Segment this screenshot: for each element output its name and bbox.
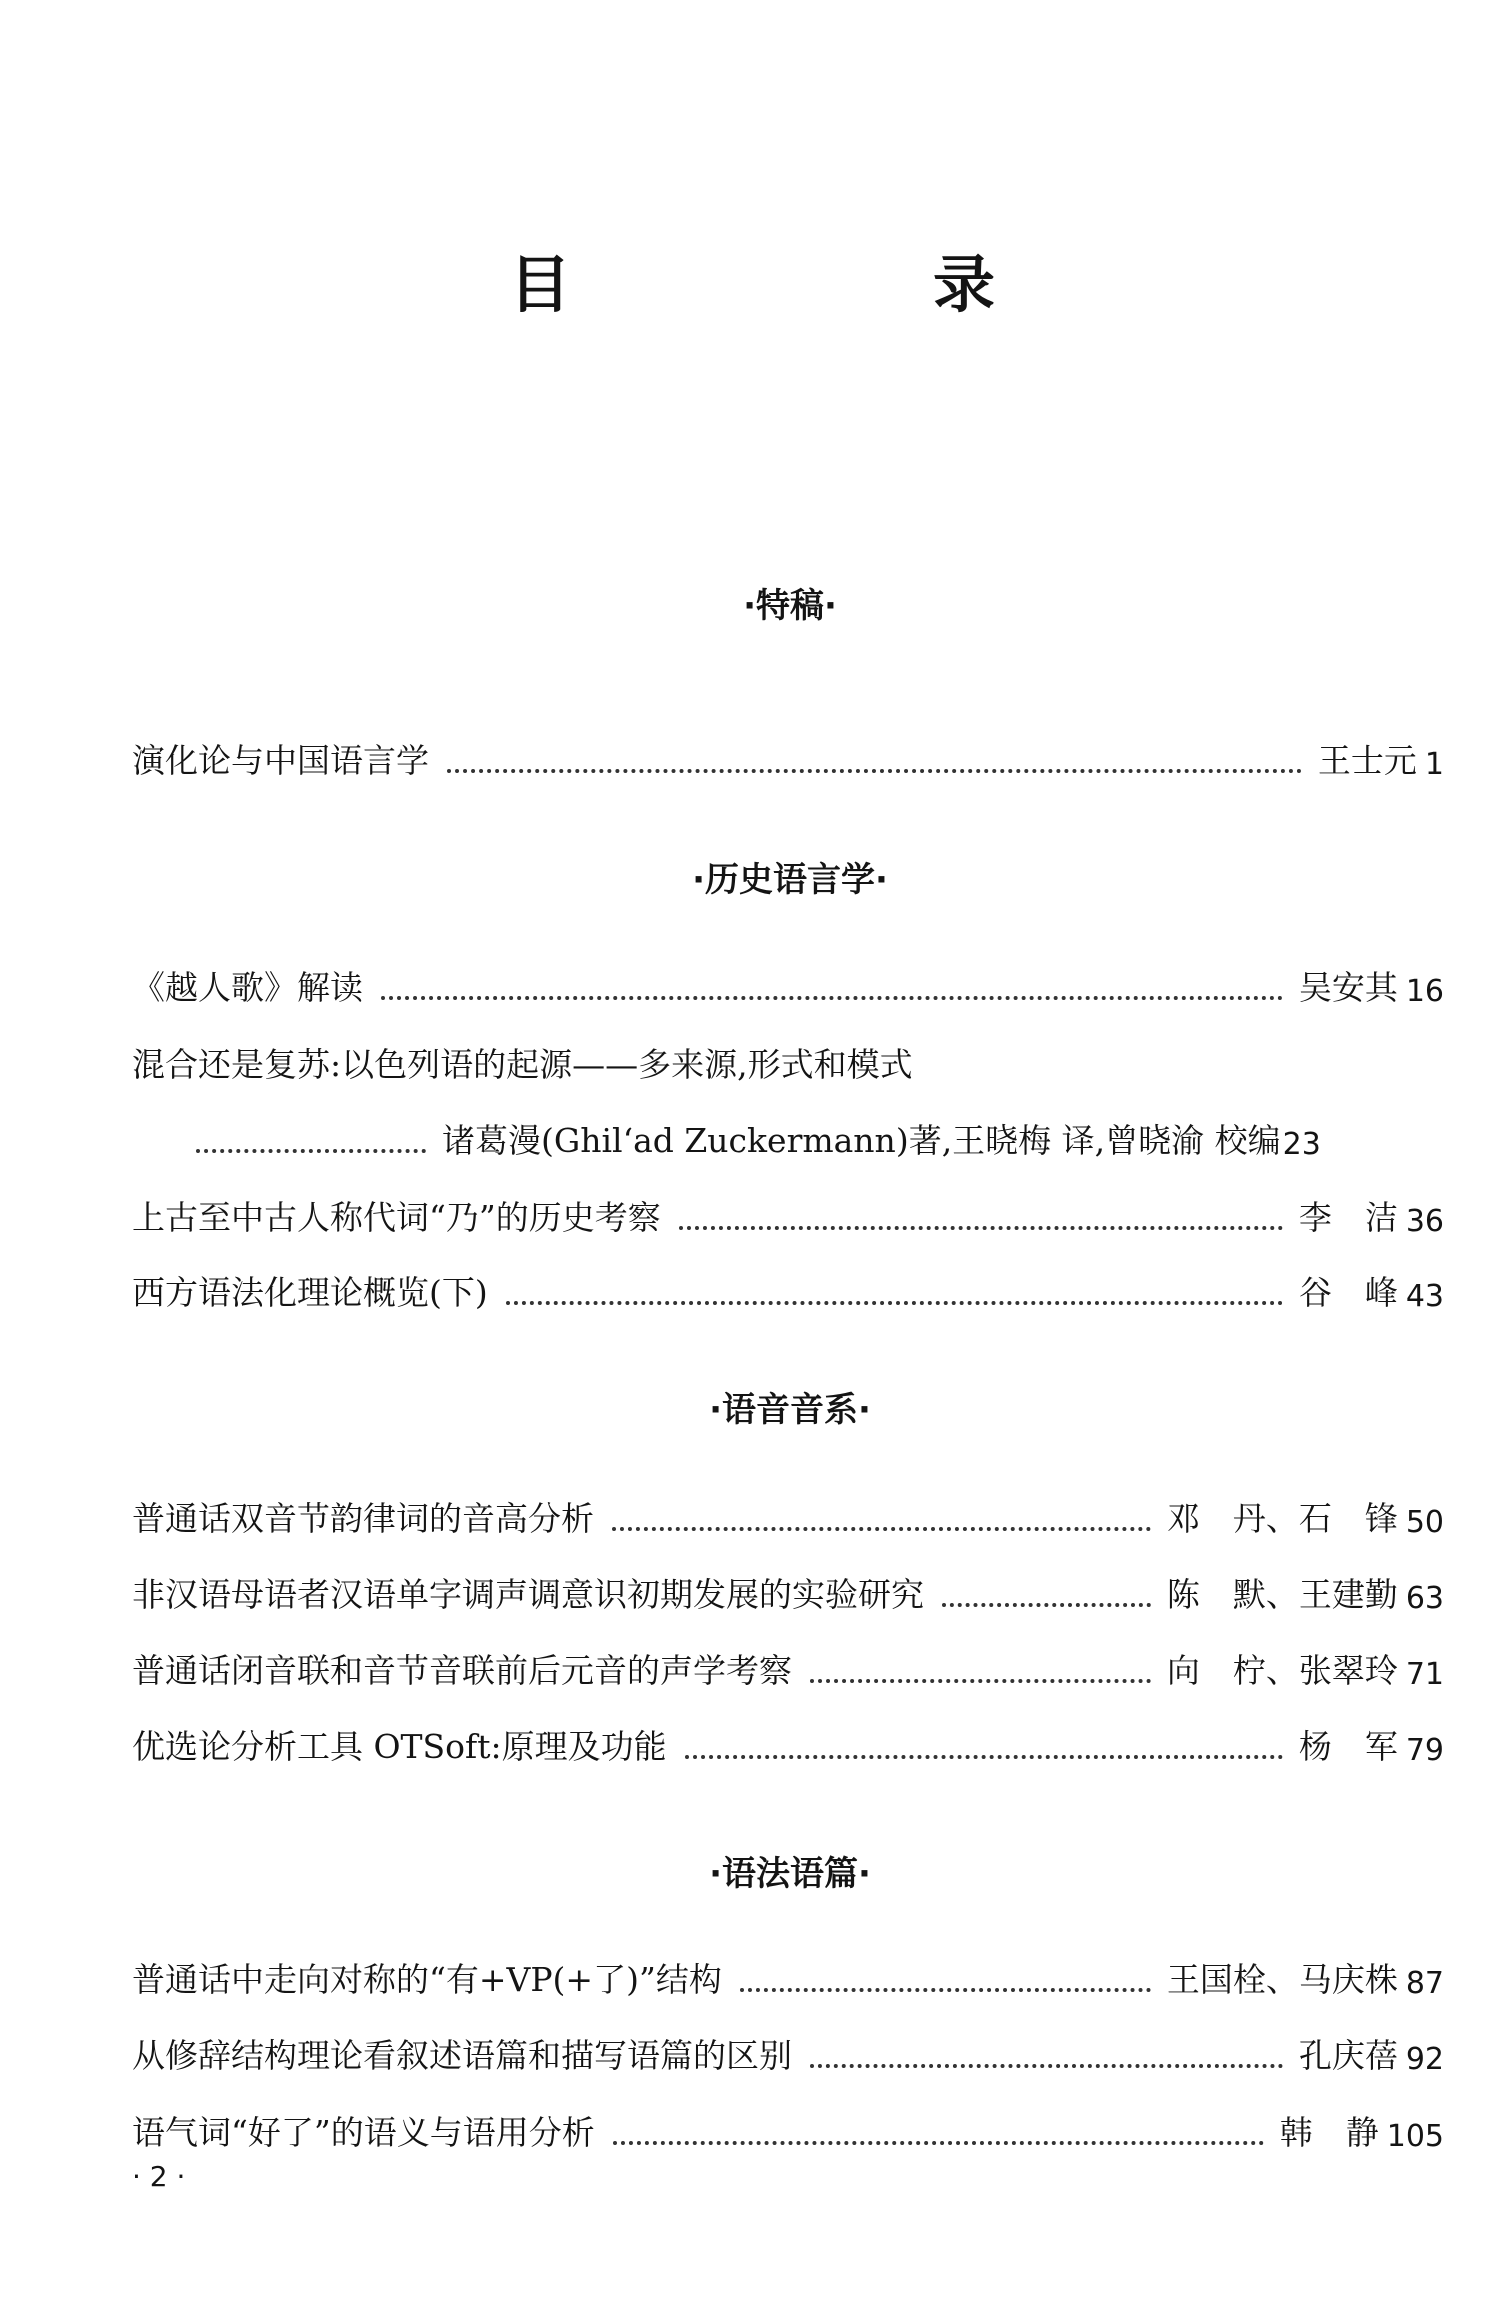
entry-page: 71 bbox=[1405, 1657, 1444, 1692]
entry-author: 向 柠、张翠玲 bbox=[1166, 1651, 1398, 1690]
entry-title: 西方语法化理论概览(下) bbox=[132, 1273, 488, 1312]
toc-entry bbox=[132, 1040, 1444, 1086]
entry-author: 王士元 bbox=[1317, 741, 1417, 780]
entry-author: 吴安其 bbox=[1298, 968, 1398, 1007]
entry-title: 上古至中古人称代词“乃”的历史考察 bbox=[132, 1198, 661, 1237]
entry-page: 79 bbox=[1405, 1733, 1444, 1768]
section-heading-special: ·特稿· bbox=[743, 586, 837, 626]
leader-dots bbox=[612, 1527, 1151, 1531]
entry-page: 36 bbox=[1405, 1204, 1444, 1239]
entry-title: 普通话中走向对称的“有+VP(+了)”结构 bbox=[132, 1960, 722, 1999]
toc-entry bbox=[132, 1268, 1444, 1314]
entry-title: 非汉语母语者汉语单字调声调意识初期发展的实验研究 bbox=[132, 1575, 924, 1614]
section-heading-phonetics-phonology: ·语音音系· bbox=[709, 1390, 871, 1430]
entry-author: 杨 军 bbox=[1298, 1727, 1398, 1766]
toc-entry bbox=[132, 1722, 1444, 1768]
leader-dots bbox=[942, 1603, 1151, 1607]
entry-page: 50 bbox=[1405, 1505, 1444, 1540]
entry-page: 87 bbox=[1405, 1966, 1444, 2001]
leader-dots bbox=[685, 1755, 1283, 1759]
entry-page: 1 bbox=[1424, 747, 1444, 782]
leader-dots bbox=[381, 996, 1283, 1000]
page-number-footer: · 2 · bbox=[132, 2160, 186, 2193]
leader-dots bbox=[679, 1226, 1283, 1230]
toc-entry bbox=[132, 1494, 1444, 1540]
entry-title: 从修辞结构理论看叙述语篇和描写语篇的区别 bbox=[132, 2036, 792, 2075]
leader-dots bbox=[196, 1149, 426, 1153]
entry-author: 谷 峰 bbox=[1298, 1273, 1398, 1312]
section-heading-grammar-discourse: ·语法语篇· bbox=[709, 1854, 871, 1894]
entry-title: 语气词“好了”的语义与语用分析 bbox=[132, 2113, 595, 2152]
entry-author: 陈 默、王建勤 bbox=[1166, 1575, 1398, 1614]
toc-entry bbox=[132, 1955, 1444, 2001]
page-title: 目 录 bbox=[508, 248, 1145, 321]
entry-title: 普通话闭音联和音节音联前后元音的声学考察 bbox=[132, 1651, 792, 1690]
leader-dots bbox=[740, 1988, 1151, 1992]
section-heading-historical-linguistics: ·历史语言学· bbox=[692, 860, 888, 900]
toc-entry bbox=[132, 2108, 1444, 2154]
leader-dots bbox=[810, 1679, 1151, 1683]
leader-dots bbox=[447, 769, 1302, 773]
entry-author: 孔庆蓓 bbox=[1298, 2036, 1398, 2075]
toc-entry bbox=[132, 736, 1444, 782]
leader-dots bbox=[613, 2141, 1264, 2145]
leader-dots bbox=[506, 1301, 1283, 1305]
toc-entry bbox=[132, 963, 1444, 1009]
entry-page: 92 bbox=[1405, 2042, 1444, 2077]
entry-author: 王国栓、马庆株 bbox=[1166, 1960, 1398, 1999]
entry-page: 105 bbox=[1386, 2119, 1444, 2154]
toc-entry bbox=[132, 1193, 1444, 1239]
entry-title: 《越人歌》解读 bbox=[132, 968, 363, 1007]
entry-title: 优选论分析工具 OTSoft:原理及功能 bbox=[132, 1727, 667, 1766]
entry-author: 诸葛漫(Ghil‘ad Zuckermann)著,王晓梅 译,曾晓渝 校编 bbox=[442, 1121, 1281, 1160]
toc-entry bbox=[132, 1646, 1444, 1692]
entry-page: 23 bbox=[1282, 1127, 1321, 1162]
entry-author: 邓 丹、石 锋 bbox=[1166, 1499, 1398, 1538]
leader-dots bbox=[810, 2064, 1283, 2068]
entry-title: 演化论与中国语言学 bbox=[132, 741, 429, 780]
entry-page: 16 bbox=[1405, 974, 1444, 1009]
entry-author: 韩 静 bbox=[1279, 2113, 1379, 2152]
entry-title: 混合还是复苏:以色列语的起源——多来源,形式和模式 bbox=[132, 1045, 913, 1084]
toc-entry bbox=[132, 1570, 1444, 1616]
entry-author: 李 洁 bbox=[1298, 1198, 1398, 1237]
entry-title: 普通话双音节韵律词的音高分析 bbox=[132, 1499, 594, 1538]
toc-entry-continuation bbox=[196, 1116, 1444, 1162]
entry-page: 63 bbox=[1405, 1581, 1444, 1616]
entry-page: 43 bbox=[1405, 1279, 1444, 1314]
toc-entry bbox=[132, 2031, 1444, 2077]
